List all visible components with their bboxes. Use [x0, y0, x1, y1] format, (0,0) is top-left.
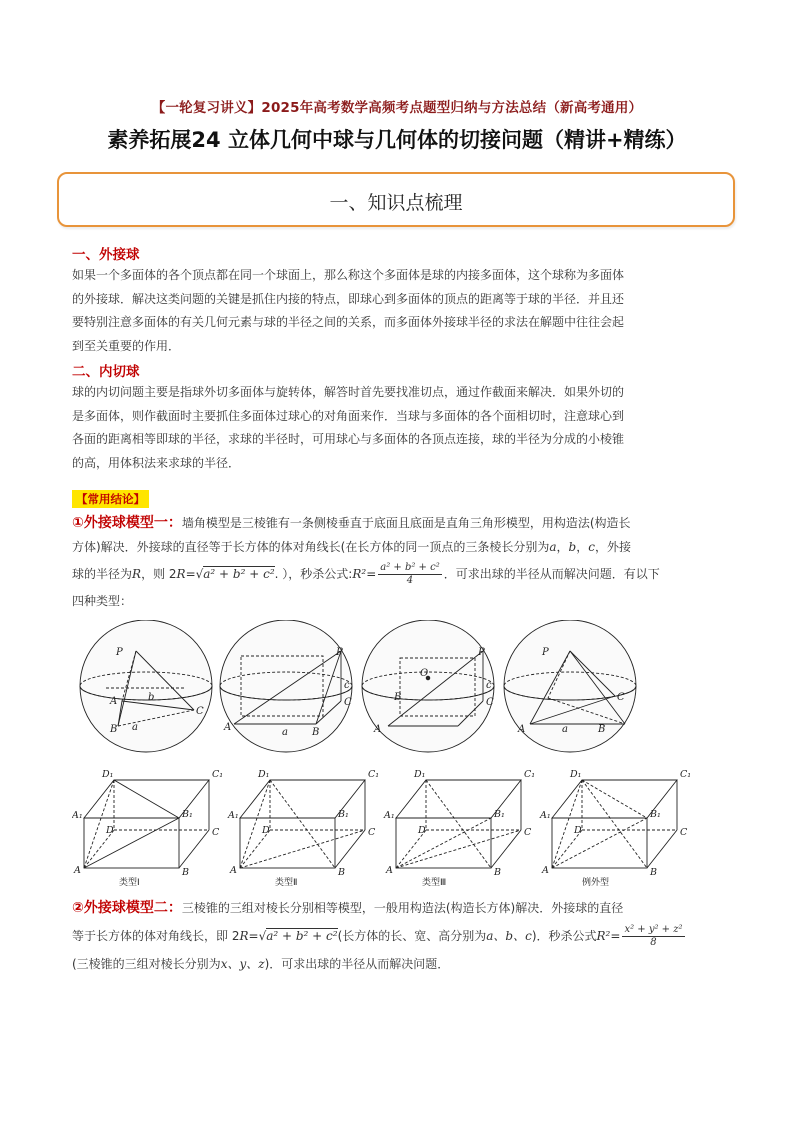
- caption-type-2: 类型Ⅱ: [275, 878, 298, 888]
- para-line: 的高，用体积法来求球的半径．: [72, 455, 241, 470]
- comma: ，: [556, 540, 569, 554]
- model-one-line3a: 球的半径为: [72, 567, 133, 581]
- label-C: C: [344, 697, 352, 708]
- model-two-text: [72, 896, 732, 976]
- label-C1: C₁: [524, 769, 536, 780]
- fraction: [378, 562, 441, 587]
- sphere-figure-3: [362, 620, 494, 752]
- caption-exception: 例外型: [582, 878, 610, 888]
- model-one-line1: 墙角模型是三棱锥有一条侧棱垂直于底面且底面是直角三角形模型，用构造法(构造长: [181, 516, 631, 530]
- label-A1: A₁: [540, 810, 551, 821]
- label-C: C: [486, 697, 494, 708]
- label-A: A: [542, 865, 549, 876]
- label-A: A: [74, 865, 81, 876]
- model-one-line2b: ，外接: [594, 540, 631, 554]
- para-line: 如果一个多面体的各个顶点都在同一个球面上，那么称这个多面体是球的内接多面体，这个球称为多面体: [72, 268, 625, 282]
- label-B1: B₁: [650, 809, 661, 820]
- label-B: B: [598, 724, 606, 735]
- label-B: B: [182, 867, 189, 878]
- label-B: B: [312, 727, 320, 738]
- box-figure-2: [240, 780, 365, 868]
- equals: =: [610, 929, 621, 943]
- var-b: b: [568, 540, 577, 554]
- label-A: A: [518, 724, 526, 735]
- sqrt-symbol: √: [258, 929, 267, 943]
- model-one-line2a: 方体)解决．外接球的直径等于长方体的体对角线长(在长方体的同一顶点的三条棱长分别为: [72, 540, 550, 554]
- caption-type-1: 类型Ⅰ: [119, 878, 140, 888]
- model-two-line3a: (三棱锥的三组对棱长分别为: [72, 957, 221, 971]
- conclusion-badge: 【常用结论】: [72, 490, 149, 508]
- label-D: D: [418, 825, 426, 836]
- label-P: P: [336, 647, 343, 658]
- label-C1: C₁: [368, 769, 380, 780]
- var-abc: a、b、c: [486, 929, 532, 943]
- fraction-numerator: a² + b² + c²: [380, 562, 440, 573]
- header-subtitle: 【一轮复习讲义】2025年高考数学高频考点题型归纳与方法总结（新高考通用）: [151, 100, 643, 116]
- fraction-denominator: 4: [406, 575, 414, 586]
- label-C: C: [680, 827, 688, 838]
- para-line: 的外接球．解决这类问题的关键是抓住内接的特点，即球心到多面体的顶点的距离等于球的半径．并且还: [72, 291, 625, 306]
- figures-panel: [72, 620, 722, 890]
- label-C: C: [212, 827, 220, 838]
- label-A: A: [230, 865, 237, 876]
- label-B1: B₁: [338, 809, 349, 820]
- para-line: 到至关重要的作用．: [72, 338, 181, 353]
- box-figure-1: [84, 780, 209, 868]
- var-R-squared: R²: [596, 929, 611, 943]
- label-A1: A₁: [72, 810, 83, 821]
- label-D: D: [262, 825, 270, 836]
- model-one-line3b: ，则 2: [141, 567, 177, 581]
- para-line: 各面的距离相等即球的半径，求球的半径时，可用球心与多面体的各顶点连接，球的半径为分成的小棱锥: [72, 432, 625, 446]
- sqrt-symbol: √: [195, 567, 204, 581]
- model-one-line3d: ．可求出球的半径从而解决问题．有以下: [443, 567, 660, 581]
- model-two-label: ②外接球模型二：: [72, 900, 182, 916]
- boxes-row: [84, 780, 677, 868]
- model-two-line1: 三棱锥的三组对棱长分别相等模型，一般用构造法(构造长方体)解决．外接球的直径: [181, 901, 624, 915]
- label-B: B: [394, 692, 402, 703]
- model-two-line2c: )．秒杀公式: [531, 929, 597, 943]
- model-two-line2a: 等于长方体的体对角线长，即 2: [72, 929, 240, 943]
- label-D1: D₁: [102, 769, 114, 780]
- heading-circumscribed-sphere: 一、外接球: [72, 247, 140, 263]
- label-A: A: [224, 722, 232, 733]
- paragraph-inscribed: [72, 381, 732, 475]
- label-A: A: [374, 724, 382, 735]
- label-C1: C₁: [212, 769, 224, 780]
- label-D: D: [106, 825, 114, 836]
- model-one-text: [72, 511, 732, 613]
- sqrt-expression: a² + b² + c²: [203, 567, 275, 581]
- var-xyz: x、y、z: [220, 957, 265, 971]
- label-B: B: [338, 867, 345, 878]
- label-c: c: [486, 680, 492, 691]
- label-A1: A₁: [384, 810, 395, 821]
- label-C: C: [196, 706, 204, 717]
- label-D: D: [574, 825, 582, 836]
- model-one-label: ①外接球模型一：: [72, 515, 182, 531]
- caption-type-3: 类型Ⅲ: [422, 878, 447, 888]
- label-D1: D₁: [414, 769, 426, 780]
- label-A1: A₁: [228, 810, 239, 821]
- paragraph-circumscribed: [72, 264, 732, 358]
- label-D1: D₁: [570, 769, 582, 780]
- equals: =: [185, 567, 196, 581]
- var-R: R: [239, 929, 249, 943]
- label-A: A: [386, 865, 393, 876]
- var-R: R: [132, 567, 142, 581]
- label-A: A: [110, 696, 118, 707]
- spheres-row: [80, 620, 636, 752]
- label-D1: D₁: [258, 769, 270, 780]
- label-a: a: [562, 724, 568, 735]
- heading-inscribed-sphere: 二、内切球: [72, 364, 140, 380]
- var-R: R: [176, 567, 186, 581]
- label-P: P: [542, 647, 549, 658]
- label-B: B: [110, 724, 118, 735]
- label-a: a: [282, 727, 288, 738]
- model-two-line3b: )．可求出球的半径从而解决问题．: [264, 957, 450, 971]
- label-C: C: [617, 692, 625, 703]
- var-c: c: [588, 540, 595, 554]
- fraction-denominator: 8: [650, 937, 657, 948]
- label-b: b: [148, 692, 155, 703]
- label-P: P: [478, 647, 485, 658]
- model-one-line4: 四种类型：: [72, 594, 133, 608]
- page-title: 素养拓展24 立体几何中球与几何体的切接问题（精讲+精练）: [107, 128, 687, 152]
- model-two-line2b: (长方体的长、宽、高分别为: [337, 929, 487, 943]
- label-B1: B₁: [494, 809, 505, 820]
- box-figure-4: [552, 780, 677, 868]
- fraction-numerator: x² + y² + z²: [624, 924, 683, 935]
- label-c: c: [344, 680, 350, 691]
- comma: ，: [576, 540, 589, 554]
- var-R-squared: R²: [352, 567, 367, 581]
- label-B: B: [650, 867, 657, 878]
- var-a: a: [549, 540, 557, 554]
- label-P: P: [116, 647, 123, 658]
- sqrt-expression: a² + b² + c²: [266, 929, 338, 943]
- label-C: C: [524, 827, 532, 838]
- para-line: 是多面体，则作截面时主要抓住多面体过球心的对角面来作．当球与多面体的各个面相切时，注意球心到: [72, 408, 625, 423]
- label-a: a: [132, 722, 138, 733]
- equals: =: [366, 567, 377, 581]
- box-figure-3: [396, 780, 521, 868]
- section-title-box: [57, 172, 735, 227]
- section-title: 一、知识点梳理: [329, 192, 463, 214]
- label-C: C: [368, 827, 376, 838]
- equals: =: [248, 929, 259, 943]
- fraction: [622, 924, 684, 949]
- model-one-line3c: . ），秒杀公式:: [274, 567, 353, 581]
- label-B: B: [494, 867, 501, 878]
- para-line: 球的内切问题主要是指球外切多面体与旋转体，解答时首先要找准切点，通过作截面来解决．如果外切的: [72, 385, 625, 399]
- label-O: O: [420, 668, 429, 679]
- sphere-figure-1: [80, 620, 212, 752]
- label-C1: C₁: [680, 769, 692, 780]
- label-B1: B₁: [182, 809, 193, 820]
- para-line: 要特别注意多面体的有关几何元素与球的半径之间的关系，而多面体外接球半径的求法在解题中往往会起: [72, 315, 625, 329]
